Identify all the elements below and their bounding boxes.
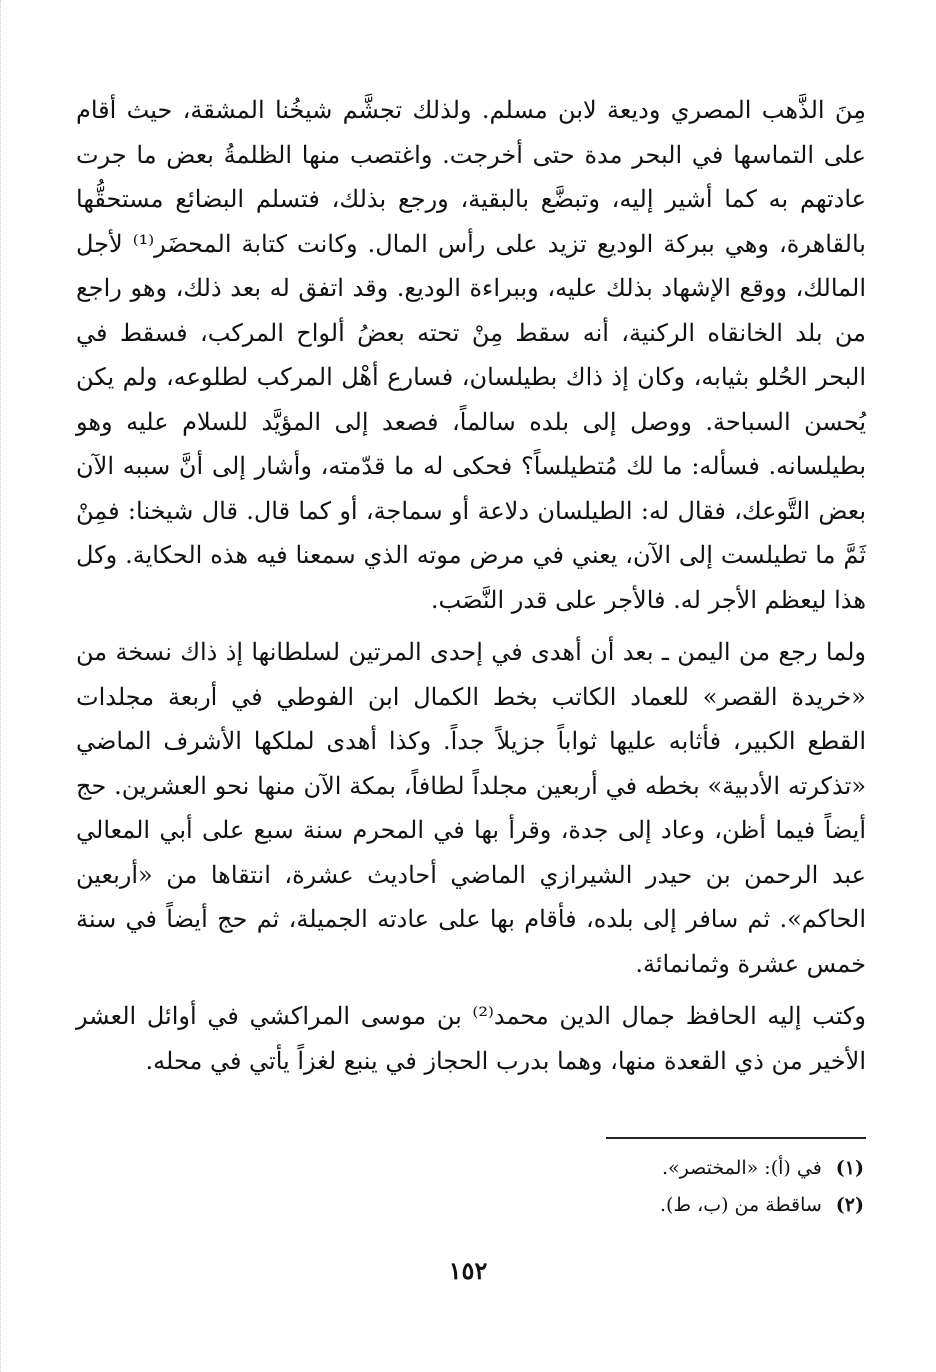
footnote-1 [264, 1150, 864, 1187]
paragraph-3: وكتب إليه الحافظ جمال الدين محمد⁽²⁾ بن موسى المراكشي في أوائل العشر الأخير من ذي القعدة منها، وهما بدرب الحجاز في ينبع لغزاً يأتي في محله. [76, 1002, 866, 1075]
page-number: ١٥٢ [448, 1256, 488, 1285]
footnote-text: ساقطة من (ب، ط). [660, 1194, 822, 1216]
paragraph-1: مِنَ الذَّهب المصري وديعة لابن مسلم. ولذلك تجشَّم شيخُنا المشقة، حيث أقام على التماسها في البحر مدة حتى أخرجت. واغتصب منها الظلمةُ بعض ما جرت عادتهم به كما أشير إليه، وتبضَّع بالبقية، ورجع بذلك، فتسلم البضائع مستحقُّها بالقاهرة، وهي ببركة الوديع تزيد على رأس المال. وكانت كتابة المحضَر⁽¹⁾ لأجل المالك، ووقع الإشهاد بذلك عليه، وببراءة الوديع. وقد اتفق له بعد ذلك، وهو راجع من بلد الخانقاه الركنية، أنه سقط مِنْ تحته بعضُ ألواح المركب، فسقط في البحر الحُلو بثيابه، وكان إذ ذاك بطيلسان، فسارع أهْل المركب لطلوعه، ولم يكن يُحسن السباحة. ووصل إلى بلده سالماً، فصعد إلى المؤيَّد للسلام عليه وهو بطيلسانه. فسأله: ما لك مُتطيلساً؟ فحكى له ما قدّمته، وأشار إلى أنَّ سببه الآن بعض التَّوعك، فقال له: الطيلسان دلاعة أو سماجة، أو كما قال. قال شيخنا: فمِنْ ثَمَّ ما تطيلست إلى الآن، يعني في مرض موته الذي سمعنا فيه هذه الحكاية. وكل هذا ليعظم الأجر له. فالأجر على قدر النَّصَب. [76, 96, 866, 614]
footnote-separator [606, 1137, 866, 1139]
footnotes [264, 1150, 864, 1224]
scan-edge [0, 0, 7, 1372]
paragraph-2: ولما رجع من اليمن ـ بعد أن أهدى في إحدى المرتين لسلطانها إذ ذاك نسخة من «خريدة القصر» للعماد الكاتب بخط الكمال ابن الفوطي في أربعة مجلدات القطع الكبير، فأثابه عليها ثواباً جزيلاً جداً. وكذا أهدى لملكها الأشرف الماضي «تذكرته الأدبية» بخطه في أربعين مجلداً لطافاً، بمكة الآن منها نحو العشرين. حج أيضاً فيما أظن، وعاد إلى جدة، وقرأ بها في المحرم سنة سبع على أبي المعالي عبد الرحمن بن حيدر الشيرازي الماضي أحاديث عشرة، انتقاها من «أربعين الحاكم». ثم سافر إلى بلده، فأقام بها على عادته الجميلة، ثم حج أيضاً في سنة خمس عشرة وثمانمائة. [76, 638, 866, 978]
footnote-number: (١) [835, 1157, 864, 1179]
main-text [76, 88, 866, 1083]
footnote-text: في (أ): «المختصر». [661, 1157, 822, 1179]
footnote-2 [264, 1187, 864, 1224]
footnote-number: (٢) [835, 1194, 864, 1216]
